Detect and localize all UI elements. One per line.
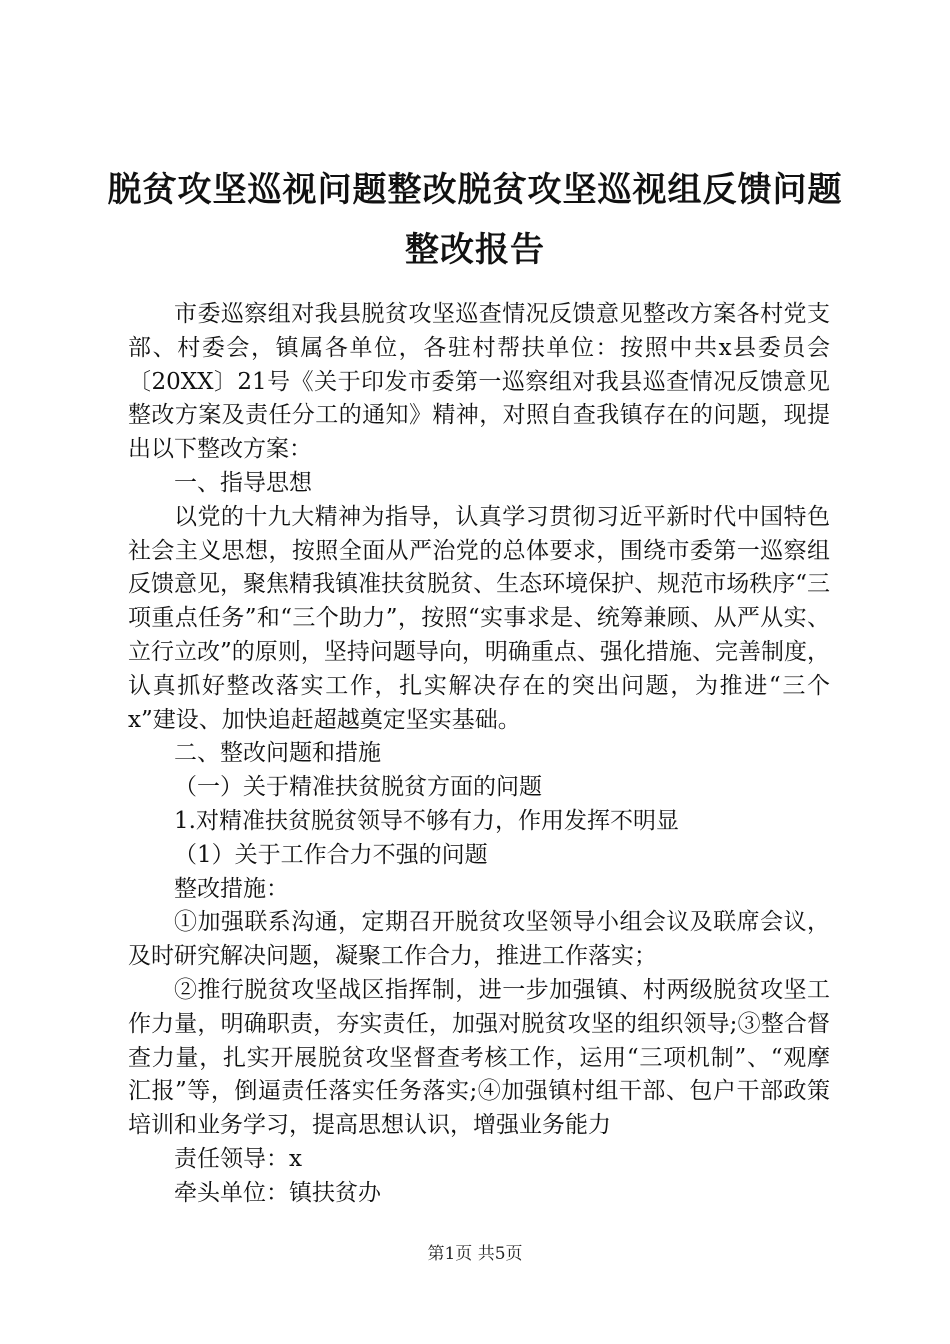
- heading-issues-measures: 二、整改问题和措施: [174, 740, 381, 767]
- measure-one: ①加强联系沟通，定期召开脱贫攻坚领导小组会议及联席会议，及时研究解决问题，凝聚工作合力，推进工作落实；: [128, 909, 830, 970]
- paragraph-guiding-thought: 以党的十九大精神为指导，认真学习贯彻习近平新时代中国特色社会主义思想，按照全面从严治党的总体要求，围绕市委第一巡察组反馈意见，聚焦精我镇准扶贫脱贫、生态环境保护、规范市场秩序“三项重点任务”和“三个助力”，按照“实事求是、统筹兼顾、从严从实、立行立改”的原则，坚持问题导向，明确重点、强化措施、完善制度，认真抓好整改落实工作，扎实解决存在的突出问题，为推进“三个x”建设、加快追赶超越奠定坚实基础。: [128, 503, 830, 733]
- heading-guiding-thought: 一、指导思想: [174, 469, 312, 496]
- subheading-poverty-issues: （一）关于精准扶贫脱贫方面的问题: [174, 774, 542, 801]
- item-leadership-issue: 1.对精准扶贫脱贫领导不够有力，作用发挥不明显: [174, 807, 679, 834]
- responsible-leader: 责任领导：x: [174, 1145, 302, 1172]
- subitem-synergy-issue: （1）关于工作合力不强的问题: [174, 841, 488, 868]
- page-footer: 第1页 共5页: [427, 1244, 523, 1264]
- document-body: [128, 298, 830, 1211]
- label-measures: 整改措施：: [174, 875, 289, 902]
- document-title: 脱贫攻坚巡视问题整改脱贫攻坚巡视组反馈问题整改报告: [107, 170, 843, 270]
- lead-unit: 牵头单位：镇扶贫办: [174, 1179, 381, 1206]
- measure-two-to-four: ②推行脱贫攻坚战区指挥制，进一步加强镇、村两级脱贫攻坚工作力量，明确职责，夯实责任，加强对脱贫攻坚的组织领导;③整合督查力量，扎实开展脱贫攻坚督查考核工作，运用“三项机制”、“观摩汇报”等，倒逼责任落实任务落实;④加强镇村组干部、包户干部政策培训和业务学习，提高思想认识，增强业务能力: [128, 976, 830, 1139]
- paragraph-intro: 市委巡察组对我县脱贫攻坚巡查情况反馈意见整改方案各村党支部、村委会，镇属各单位，各驻村帮扶单位：按照中共x县委员会〔20XX〕21号《关于印发市委第一巡察组对我县巡查情况反馈意见整改方案及责任分工的通知》精神，对照自查我镇存在的问题，现提出以下整改方案：: [128, 301, 830, 463]
